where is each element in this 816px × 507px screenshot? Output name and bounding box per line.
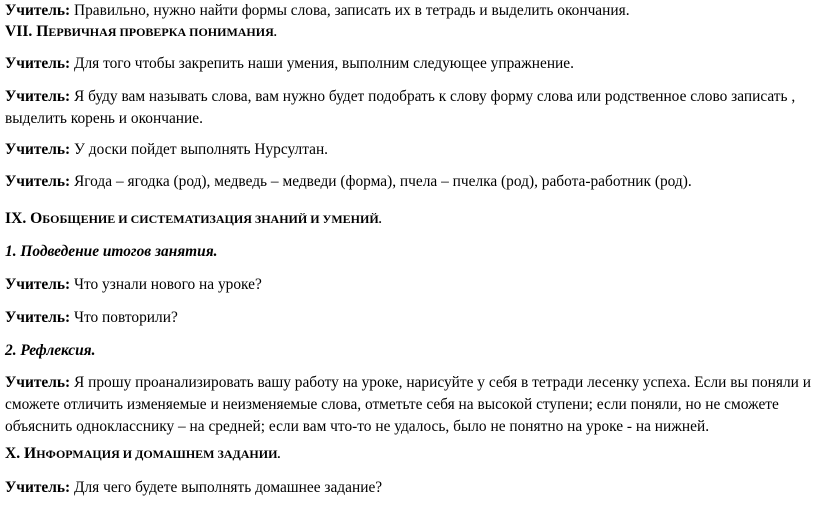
paragraph-teacher-2 [5, 53, 813, 75]
heading-rest: НФОРМАЦИЯ И ДОМАШНЕМ ЗАДАНИИ. [36, 447, 281, 461]
subheading-summary [5, 241, 813, 263]
paragraph-teacher-5 [5, 171, 813, 193]
heading-lead: X. И [5, 445, 37, 462]
paragraph-text: Я прошу проанализировать вашу работу на уроке, нарисуйте у себя в тетради лесенку успеха. Если вы поняли и сможете отличить изменяемые и неизменяемые слова, отметьте себя на высокой ступени; если поняли, но не сможете объяснить однокласснику – на средней; если вам что-то не удалось, было не понятно на уроке - на нижней. [5, 374, 811, 435]
subheading-text: 1. Подведение итогов занятия. [5, 243, 218, 260]
paragraph-text: Для чего будете выполнять домашнее задание? [70, 479, 383, 496]
speaker-label: Учитель: [5, 479, 71, 496]
paragraph-text: Правильно, нужно найти формы слова, записать их в тетрадь и выделить окончания. [70, 2, 630, 19]
speaker-label: Учитель: [5, 2, 71, 19]
heading-rest: ЕРВИЧНАЯ ПРОВЕРКА ПОНИМАНИЯ. [48, 25, 277, 39]
paragraph-text: Я буду вам называть слова, вам нужно будет подобрать к слову форму слова или родственное слово записать , выделить корень и окончание. [5, 88, 796, 127]
paragraph-teacher-9 [5, 477, 813, 499]
heading-lead: VII. П [5, 23, 49, 40]
section-heading-vii [5, 21, 813, 43]
speaker-label: Учитель: [5, 88, 71, 105]
paragraph-text: Ягода – ягодка (род), медведь – медведи (форма), пчела – пчелка (род), работа-работник (род). [70, 173, 692, 190]
subheading-text: 2. Рефлексия. [5, 342, 96, 359]
paragraph-text: У доски пойдет выполнять Нурсултан. [70, 141, 329, 158]
subheading-reflection [5, 340, 813, 362]
speaker-label: Учитель: [5, 309, 71, 326]
paragraph-teacher-1 [5, 0, 813, 22]
speaker-label: Учитель: [5, 276, 71, 293]
paragraph-teacher-7 [5, 307, 813, 329]
paragraph-text: Что узнали нового на уроке? [70, 276, 262, 293]
paragraph-text: Что повторили? [70, 309, 178, 326]
heading-lead: IX. О [5, 210, 43, 227]
paragraph-teacher-8 [5, 372, 813, 438]
paragraph-teacher-3 [5, 86, 813, 130]
paragraph-text: Для того чтобы закрепить наши умения, выполним следующее упражнение. [70, 55, 574, 72]
speaker-label: Учитель: [5, 55, 71, 72]
section-heading-ix [5, 208, 813, 230]
heading-rest: БОБЩЕНИЕ И СИСТЕМАТИЗАЦИЯ ЗНАНИЙ И УМЕНИЙ. [42, 212, 382, 226]
section-heading-x [5, 443, 813, 465]
speaker-label: Учитель: [5, 374, 71, 391]
speaker-label: Учитель: [5, 141, 71, 158]
paragraph-teacher-6 [5, 274, 813, 296]
speaker-label: Учитель: [5, 173, 71, 190]
paragraph-teacher-4 [5, 139, 813, 161]
